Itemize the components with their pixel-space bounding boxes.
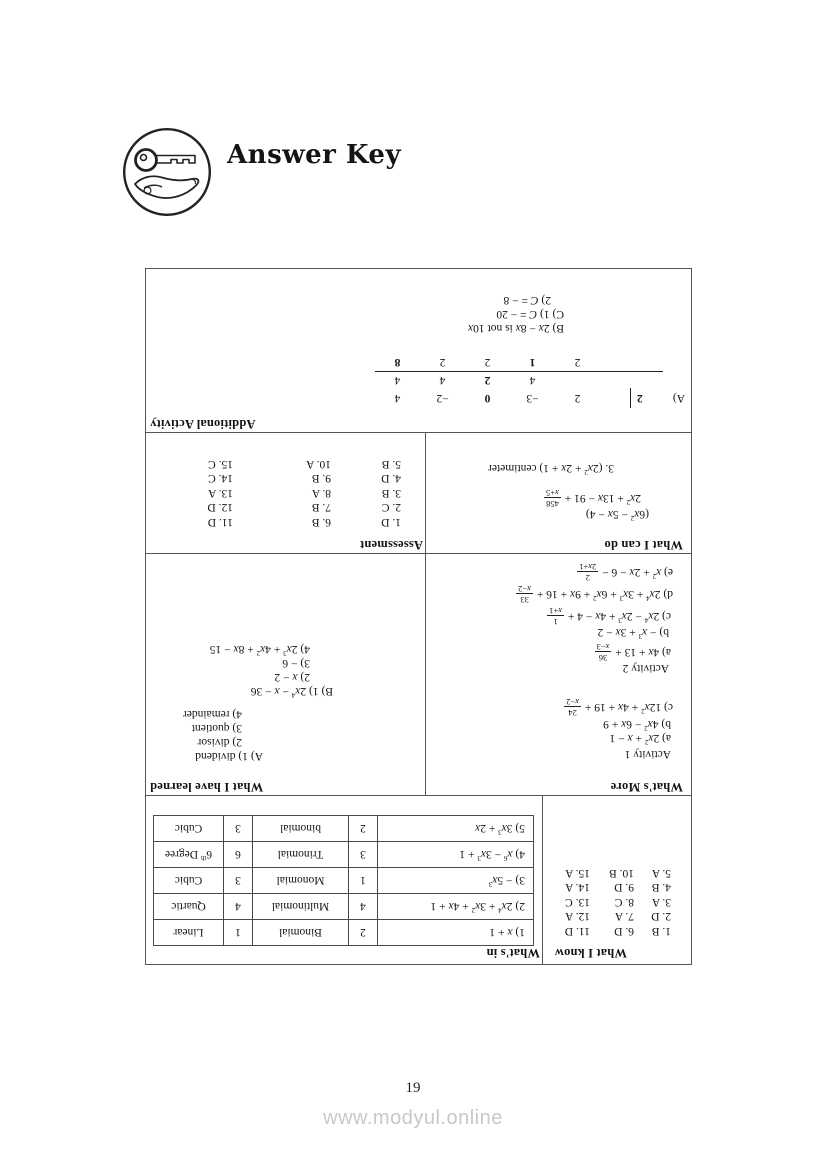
answer-item: 15. A — [565, 867, 590, 879]
synthetic-cell: 8 — [375, 353, 420, 372]
synthetic-cell: 4 — [439, 374, 446, 386]
column-divider — [425, 433, 426, 796]
answer-line: 2) divisor — [197, 736, 242, 748]
answer-item: 6. B — [311, 516, 331, 528]
answer-line: 4) $2x^3 + 4x^2 + 8x - 15$ — [209, 643, 310, 656]
table-cell-degree: 1 — [224, 920, 253, 946]
answer-item: 11. D — [564, 925, 590, 937]
section-title-additional-activity: Additional Activity — [150, 417, 256, 431]
table-cell-name: Linear — [154, 920, 224, 946]
table-cell-name: 6th Degree — [154, 842, 224, 868]
table-cell-degree: 4 — [224, 894, 253, 920]
answer-item: 4. B — [651, 881, 671, 894]
row-divider — [146, 432, 691, 433]
table-cell-terms: 3 — [349, 842, 378, 868]
answer-item: 2. D — [651, 910, 671, 923]
answer-item: 13. C — [565, 896, 590, 908]
synthetic-cell: 2 — [420, 353, 465, 372]
activity2-label: Activity 2 — [622, 662, 669, 674]
math-line: b) $4x^2 - 6x + 9$ — [603, 718, 671, 731]
answer-item: 1. D — [381, 516, 401, 528]
synthetic-cell: 4 — [394, 374, 401, 386]
synthetic-cell: 2 — [465, 353, 510, 372]
synthetic-cell — [600, 388, 631, 408]
assessment-answers-col2 — [306, 456, 331, 529]
math-line: a) 4x + 13 + 36 x−3 — [596, 642, 671, 663]
answer-line: 3) quotient — [191, 722, 242, 734]
math-line: $(6x^2 - 5x - 4)$ — [585, 508, 649, 521]
synthetic-cell — [631, 372, 664, 389]
synthetic-cell: 2 — [574, 392, 581, 404]
table-cell-terms: 1 — [349, 868, 378, 894]
answer-item: 10. B — [609, 867, 634, 879]
synthetic-cell: 0 — [484, 392, 491, 404]
key-in-hand-icon — [122, 127, 212, 217]
table-cell-degree: 3 — [224, 816, 253, 842]
section-title-what-i-have-learned: What I have learned — [150, 780, 264, 794]
answer-item: 14. A — [565, 881, 590, 894]
answer-item: 8. C — [614, 896, 634, 908]
answer-item: 7. B — [311, 501, 331, 514]
answer-item: 5. A — [651, 867, 671, 879]
key-in-hand-graphic — [122, 127, 212, 217]
table-cell-degree: 6 — [224, 842, 253, 868]
synthetic-cell: 1 — [510, 353, 555, 372]
answer-item: 2. C — [381, 501, 401, 514]
synthetic-row-products — [375, 372, 663, 389]
classification-table — [153, 815, 534, 946]
table-cell-expression: $3) - 5x^3$ — [378, 868, 534, 894]
synthetic-divisor: 2 — [631, 388, 664, 408]
what-i-know-answers-col2 — [609, 865, 634, 938]
math-line: 2) C = − 8 — [503, 294, 551, 306]
assessment-answers-col1 — [381, 456, 401, 529]
answer-item: 8. A — [311, 487, 331, 499]
table-cell-expression: 4) $x^6 - 3x^3 + 1$ — [378, 842, 534, 868]
answer-line: B) 1) $2x^4 - x - 36$ — [250, 685, 333, 698]
table-cell-name: Quartic — [154, 894, 224, 920]
table-cell-degree: 3 — [224, 868, 253, 894]
table-cell-kind: Binomial — [253, 920, 349, 946]
synthetic-cell — [631, 353, 664, 372]
synthetic-row-result — [375, 353, 663, 372]
table-cell-expression: 2) $2x^4 + 3x^2 + 4x + 1$ — [378, 894, 534, 920]
answer-item: 10. A — [306, 458, 331, 470]
synthetic-cell: 2 — [555, 353, 600, 372]
math-line: $2x^2 + 13x - 91$ + 458 x+5 — [546, 488, 641, 509]
answer-item: 12. A — [565, 910, 590, 923]
math-line: $b) - x^3 + 3x - 2$ — [597, 626, 669, 639]
answer-item: 6. D — [614, 925, 634, 937]
synthetic-cell: −2 — [436, 392, 449, 404]
answer-item: 7. A — [614, 910, 634, 923]
learned-part-b — [210, 641, 333, 697]
rotated-content — [146, 269, 691, 964]
answer-line: 3) − 6 — [282, 657, 310, 669]
synthetic-cell — [600, 353, 631, 372]
table-cell-terms: 2 — [349, 920, 378, 946]
math-line: d) $2x^4 + 3x^3 + 6x^2 + 9x + 16$ + 33 x−2 — [518, 584, 673, 605]
answer-item: 9. D — [614, 881, 634, 894]
answer-item: 3. A — [651, 896, 671, 908]
section-title-assessment: Assessment — [359, 538, 423, 552]
what-i-know-answers-col3 — [565, 865, 590, 938]
table-row — [154, 816, 534, 842]
section-title-whats-more: What's More — [610, 780, 683, 794]
answer-item: 13. A — [208, 487, 233, 499]
what-i-know-answers-col1 — [651, 865, 671, 938]
math-line: c) $2x^4 - 2x^3 + 4x - 4$ + 1 x+1 — [549, 606, 671, 627]
table-cell-expression: 1) x + 1 — [378, 920, 534, 946]
answer-item: 11. D — [207, 516, 233, 528]
synthetic-cell: −3 — [526, 392, 539, 404]
table-row — [154, 894, 534, 920]
answer-item: 12. D — [207, 501, 233, 514]
synthetic-cell: 4 — [394, 392, 401, 404]
synthetic-division — [375, 353, 663, 408]
math-line: a) $2x^2 + x - 1$ — [609, 732, 671, 745]
synthetic-cell: 2 — [484, 374, 491, 386]
math-line: C) 1) C = − 20 — [496, 308, 564, 320]
answer-key-table — [145, 268, 692, 965]
answer-item: 15. C — [208, 458, 233, 470]
section-title-what-i-know: What I know — [554, 946, 627, 960]
row-divider — [146, 795, 691, 796]
learned-part-a — [183, 706, 263, 762]
table-cell-kind: Multinomial — [253, 894, 349, 920]
answer-item: 4. D — [381, 472, 401, 485]
table-cell-kind: Monomial — [253, 868, 349, 894]
table-row — [154, 842, 534, 868]
table-row — [154, 868, 534, 894]
section-title-what-i-can-do: What I can do — [604, 538, 683, 552]
page-title: Answer Key — [227, 140, 402, 170]
synthetic-cell — [600, 372, 631, 389]
page-number: 19 — [405, 1080, 421, 1096]
part-a-label: A) — [672, 392, 685, 404]
answer-item: 5. B — [381, 458, 401, 470]
watermark: www.modyul.online — [323, 1107, 503, 1129]
answer-item: 3. B — [381, 487, 401, 499]
math-line: c) $12x^2 + 4x + 19$ + 24 x−2 — [566, 697, 673, 718]
answer-item: 14. C — [208, 472, 233, 485]
row-divider — [146, 553, 691, 554]
math-line: B) 2x − 8x is not 10x — [468, 322, 564, 334]
answer-line: A) 1) dividend — [195, 750, 263, 762]
answer-line: 4) remainder — [182, 708, 242, 720]
table-cell-kind: Trinomial — [253, 842, 349, 868]
math-line: e) $x^2 + 2x - 6$ − 2 2x+1 — [579, 562, 673, 583]
synthetic-row-coefficients — [375, 388, 663, 408]
column-divider — [542, 796, 543, 964]
table-cell-terms: 4 — [349, 894, 378, 920]
assessment-answers-col3 — [207, 456, 233, 529]
table-cell-expression: 5) $3x^3 + 2x$ — [378, 816, 534, 842]
math-line: 3. $(2x^2 + 2x + 1)$ centimeter — [488, 462, 614, 475]
table-cell-terms: 2 — [349, 816, 378, 842]
synthetic-cell: 4 — [529, 374, 536, 386]
table-row — [154, 920, 534, 946]
answer-item: 1. B — [651, 925, 671, 937]
answer-item: 9. B — [311, 472, 331, 485]
synthetic-cell — [555, 372, 600, 389]
section-title-whats-in: What's in — [486, 946, 540, 960]
table-cell-name: Cubic — [154, 816, 224, 842]
activity1-label: Activity 1 — [624, 748, 671, 760]
answer-line: 2) x − 2 — [274, 671, 310, 683]
table-cell-kind: binomial — [253, 816, 349, 842]
table-cell-name: Cubic — [154, 868, 224, 894]
